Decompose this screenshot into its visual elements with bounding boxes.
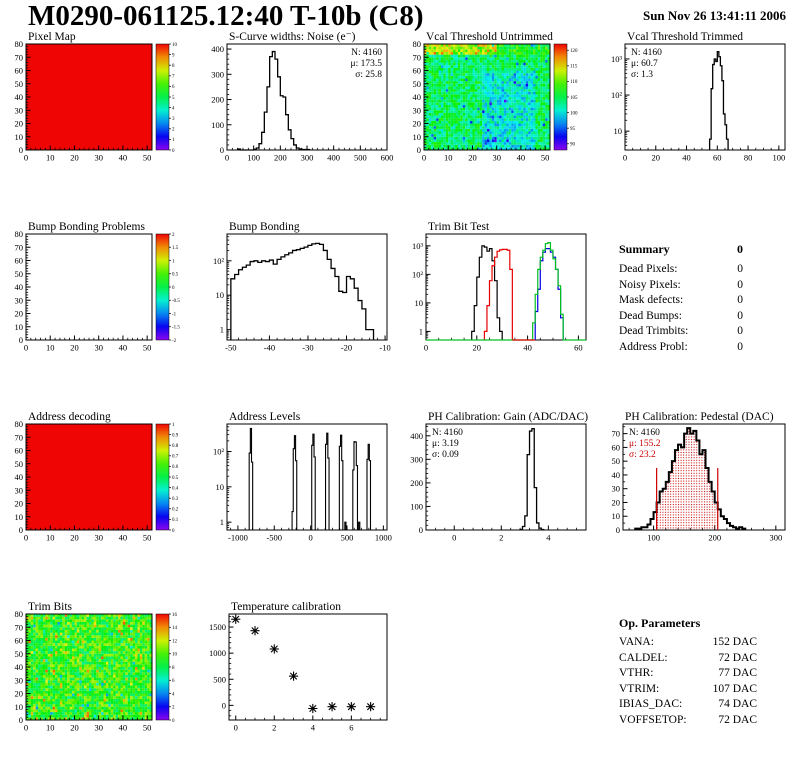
svg-text:-50: -50	[225, 342, 237, 353]
svg-text:0.5: 0.5	[172, 475, 179, 481]
svg-text:-30: -30	[302, 342, 314, 353]
svg-text:0: 0	[416, 145, 421, 155]
svg-text:30: 30	[412, 105, 421, 116]
svg-text:-1: -1	[172, 312, 177, 318]
svg-text:200: 200	[273, 152, 287, 163]
svg-text:80: 80	[743, 152, 753, 163]
summary-row-value: 0	[737, 294, 743, 306]
svg-text:40: 40	[516, 152, 526, 163]
svg-text:-2: -2	[172, 338, 177, 344]
op-param-row	[619, 635, 757, 651]
ph-pedestal-chart	[597, 410, 796, 562]
op-param-label: VTRIM:	[619, 682, 660, 695]
svg-text:1.5: 1.5	[172, 246, 179, 252]
svg-text:50: 50	[611, 456, 620, 467]
svg-text:-0.5: -0.5	[172, 299, 180, 305]
svg-text:μ: 173.5: μ: 173.5	[350, 59, 382, 69]
svg-text:10²: 10²	[610, 90, 622, 101]
svg-text:2: 2	[172, 127, 175, 133]
svg-text:30: 30	[14, 485, 23, 496]
bump-bonding-chart	[199, 220, 398, 372]
svg-text:0.4: 0.4	[172, 486, 179, 492]
svg-text:-500: -500	[266, 532, 283, 543]
svg-text:0: 0	[452, 532, 457, 543]
svg-text:N: 4160: N: 4160	[631, 48, 662, 58]
svg-text:10³: 10³	[411, 240, 423, 251]
svg-text:0.8: 0.8	[172, 444, 179, 449]
svg-text:N: 4160: N: 4160	[432, 428, 463, 438]
svg-text:30: 30	[94, 342, 103, 353]
svg-text:1: 1	[172, 138, 175, 144]
summary-row-label: Mask defects:	[619, 294, 684, 306]
temperature-calibration-chart	[199, 600, 398, 752]
svg-text:500: 500	[340, 532, 354, 543]
svg-text:Bump Bonding: Bump Bonding	[229, 221, 300, 233]
svg-text:PH Calibration: Gain (ADC/DAC): PH Calibration: Gain (ADC/DAC)	[428, 411, 589, 423]
summary-panel	[597, 220, 796, 410]
svg-text:20: 20	[70, 152, 79, 163]
svg-text:σ: 23.2: σ: 23.2	[629, 450, 656, 460]
svg-text:10: 10	[14, 511, 23, 522]
svg-text:80: 80	[14, 229, 23, 239]
svg-text:60: 60	[611, 442, 620, 453]
svg-text:70: 70	[14, 432, 23, 443]
svg-text:μ: 60.7: μ: 60.7	[631, 59, 658, 69]
svg-text:60: 60	[574, 342, 583, 353]
svg-text:μ: 155.2: μ: 155.2	[629, 439, 661, 449]
svg-text:50: 50	[142, 532, 152, 543]
svg-text:300: 300	[410, 454, 423, 465]
svg-text:10²: 10²	[212, 446, 224, 457]
vcal-untrimmed-chart	[398, 30, 597, 182]
pixel-map-chart	[0, 30, 199, 182]
svg-text:0: 0	[172, 148, 175, 154]
svg-text:70: 70	[14, 242, 23, 253]
summary-row-label: Noisy Pixels:	[619, 278, 681, 291]
svg-text:Vcal Threshold Untrimmed: Vcal Threshold Untrimmed	[426, 31, 553, 43]
svg-text:40: 40	[523, 342, 532, 353]
svg-text:400: 400	[410, 430, 423, 441]
svg-text:1: 1	[418, 326, 423, 337]
plot-bump-bonding	[199, 220, 398, 410]
svg-text:0: 0	[23, 532, 29, 543]
op-param-row	[619, 651, 757, 667]
svg-text:0: 0	[23, 342, 29, 353]
op-param-value: 107 DAC	[712, 682, 757, 695]
svg-text:-1.5: -1.5	[172, 325, 180, 331]
svg-text:20: 20	[472, 342, 482, 353]
summary-row-value: 0	[737, 325, 743, 337]
empty-cell	[398, 600, 597, 772]
svg-text:10: 10	[613, 126, 622, 137]
svg-text:300: 300	[769, 532, 783, 543]
svg-text:0: 0	[18, 145, 23, 155]
svg-text:50: 50	[14, 458, 23, 469]
svg-text:20: 20	[468, 152, 477, 163]
svg-text:100: 100	[570, 111, 578, 117]
op-parameters-title: Op. Parameters	[619, 616, 701, 630]
summary-row-label: Address Probl:	[619, 340, 688, 353]
plot-ph-pedestal	[597, 410, 796, 600]
summary-row	[619, 262, 743, 278]
plot-temperature-calibration	[199, 600, 398, 772]
svg-text:10²: 10²	[411, 269, 423, 280]
svg-text:50: 50	[142, 152, 152, 163]
svg-text:10: 10	[45, 342, 55, 353]
svg-text:9: 9	[172, 53, 175, 59]
svg-text:300: 300	[300, 152, 314, 163]
plot-scurve-noise	[199, 30, 398, 220]
svg-text:σ: 25.8: σ: 25.8	[355, 70, 382, 80]
svg-text:100: 100	[772, 152, 786, 163]
svg-text:0: 0	[615, 525, 620, 535]
op-param-row	[619, 713, 757, 729]
op-parameters-header	[619, 616, 757, 631]
svg-text:10³: 10³	[610, 53, 622, 64]
svg-text:10: 10	[443, 152, 453, 163]
plot-trim-bits	[0, 600, 199, 772]
svg-text:30: 30	[611, 483, 620, 494]
op-param-row	[619, 682, 757, 698]
svg-text:-10: -10	[379, 342, 391, 353]
plot-trim-bit-test	[398, 220, 597, 410]
summary-title: Summary	[619, 242, 670, 256]
svg-text:10: 10	[412, 131, 421, 142]
svg-text:40: 40	[611, 469, 620, 480]
svg-text:PH Calibration: Pedestal (DAC): PH Calibration: Pedestal (DAC)	[625, 411, 774, 423]
svg-text:7: 7	[172, 74, 175, 80]
svg-text:Address decoding: Address decoding	[28, 411, 111, 423]
svg-text:200: 200	[708, 532, 722, 543]
trim-bits-chart	[0, 600, 199, 752]
svg-text:Trim Bits: Trim Bits	[28, 601, 73, 613]
svg-text:40: 40	[682, 152, 691, 163]
svg-text:120: 120	[570, 49, 578, 55]
svg-text:400: 400	[327, 152, 341, 163]
svg-text:0.7: 0.7	[172, 454, 179, 460]
svg-text:40: 40	[14, 472, 23, 482]
svg-text:1: 1	[172, 259, 175, 265]
svg-text:0: 0	[172, 285, 175, 291]
svg-text:80: 80	[412, 39, 421, 49]
svg-text:100: 100	[647, 532, 660, 543]
svg-text:8: 8	[172, 64, 175, 69]
plot-address-decoding	[0, 410, 199, 600]
svg-text:100: 100	[410, 501, 423, 512]
svg-text:1: 1	[219, 324, 224, 335]
svg-text:σ: 0.09: σ: 0.09	[432, 450, 459, 460]
svg-text:10: 10	[611, 511, 620, 522]
svg-text:80: 80	[14, 39, 23, 49]
svg-text:10: 10	[215, 481, 224, 492]
svg-text:20: 20	[611, 497, 620, 508]
svg-text:70: 70	[412, 52, 421, 63]
svg-text:20: 20	[14, 308, 23, 319]
svg-text:σ: 1.3: σ: 1.3	[631, 70, 654, 80]
svg-text:100: 100	[211, 119, 224, 130]
page-title: M0290-061125.12:40 T-10b (C8)	[28, 0, 424, 32]
svg-text:20: 20	[412, 118, 421, 129]
plot-address-levels	[199, 410, 398, 600]
svg-text:Address Levels: Address Levels	[229, 411, 301, 423]
svg-text:0.6: 0.6	[172, 465, 179, 471]
svg-text:0.1: 0.1	[172, 518, 179, 524]
svg-text:115: 115	[570, 64, 578, 70]
svg-text:0.9: 0.9	[172, 433, 179, 439]
svg-text:0: 0	[308, 532, 313, 543]
svg-text:-1000: -1000	[227, 532, 248, 543]
svg-text:0: 0	[418, 525, 423, 535]
svg-text:80: 80	[14, 419, 23, 429]
svg-text:0: 0	[421, 152, 427, 163]
address-levels-chart	[199, 410, 398, 562]
svg-text:60: 60	[412, 65, 421, 76]
plot-vcal-untrimmed	[398, 30, 597, 220]
svg-text:2: 2	[499, 532, 504, 543]
summary-row-value: 0	[737, 263, 743, 275]
summary-row	[619, 340, 743, 356]
op-param-label: CALDEL:	[619, 651, 668, 664]
svg-text:40: 40	[14, 92, 23, 102]
svg-text:20: 20	[14, 498, 23, 509]
svg-text:60: 60	[14, 65, 23, 76]
summary-row-label: Dead Trimbits:	[619, 325, 689, 337]
svg-text:10: 10	[14, 131, 23, 142]
svg-text:10: 10	[14, 321, 23, 332]
ph-gain-chart	[398, 410, 597, 562]
svg-text:20: 20	[14, 118, 23, 129]
svg-text:50: 50	[14, 78, 23, 89]
svg-text:60: 60	[14, 445, 23, 456]
op-param-value: 72 DAC	[718, 713, 757, 726]
svg-text:70: 70	[14, 52, 23, 63]
svg-text:40: 40	[412, 92, 421, 102]
svg-text:200: 200	[211, 94, 224, 105]
plot-bump-bonding-problems	[0, 220, 199, 410]
svg-text:50: 50	[412, 78, 421, 89]
op-param-label: IBIAS_DAC:	[619, 698, 683, 710]
svg-text:4: 4	[546, 532, 551, 543]
vcal-trimmed-chart	[597, 30, 796, 182]
svg-text:50: 50	[540, 152, 550, 163]
svg-text:N: 4160: N: 4160	[351, 48, 382, 58]
svg-text:30: 30	[492, 152, 501, 163]
summary-row-label: Dead Bumps:	[619, 309, 682, 322]
summary-total: 0	[737, 242, 743, 256]
svg-text:10: 10	[172, 42, 177, 48]
svg-text:200: 200	[410, 477, 423, 488]
svg-text:0: 0	[423, 342, 429, 353]
svg-text:20: 20	[70, 532, 79, 543]
svg-text:5: 5	[172, 95, 175, 101]
summary-row-value: 0	[737, 309, 743, 322]
trim-bit-test-chart	[398, 220, 597, 372]
svg-text:0.2: 0.2	[172, 507, 179, 513]
svg-text:30: 30	[14, 105, 23, 116]
svg-text:0: 0	[18, 525, 23, 535]
svg-text:110: 110	[570, 80, 578, 86]
scurve-noise-chart	[199, 30, 398, 182]
summary-row	[619, 293, 743, 309]
svg-text:2: 2	[172, 232, 175, 238]
svg-text:30: 30	[94, 152, 103, 163]
svg-text:0.3: 0.3	[172, 497, 179, 502]
svg-text:105: 105	[570, 95, 578, 101]
svg-text:400: 400	[211, 44, 224, 55]
svg-text:0.5: 0.5	[172, 272, 179, 278]
op-param-value: 152 DAC	[712, 636, 757, 648]
svg-text:0: 0	[172, 528, 175, 534]
svg-text:300: 300	[211, 69, 224, 80]
svg-text:Pixel Map: Pixel Map	[28, 31, 76, 43]
op-param-row	[619, 666, 757, 682]
svg-text:Vcal Threshold Trimmed: Vcal Threshold Trimmed	[627, 31, 744, 43]
svg-text:4: 4	[172, 106, 175, 112]
svg-text:40: 40	[14, 282, 23, 292]
svg-text:50: 50	[14, 268, 23, 279]
svg-text:μ: 3.19: μ: 3.19	[432, 439, 459, 449]
svg-text:70: 70	[611, 428, 620, 439]
svg-text:1: 1	[219, 517, 224, 528]
svg-text:Bump Bonding Problems: Bump Bonding Problems	[28, 221, 145, 233]
summary-row	[619, 278, 743, 294]
op-param-label: VTHR:	[619, 667, 654, 679]
svg-text:1000: 1000	[374, 532, 392, 543]
summary-row	[619, 309, 743, 325]
op-param-value: 77 DAC	[718, 667, 757, 679]
summary-row	[619, 324, 743, 340]
plot-pixel-map	[0, 30, 199, 220]
svg-text:0: 0	[219, 145, 224, 155]
svg-text:40: 40	[118, 532, 128, 543]
op-parameters-panel	[597, 600, 796, 772]
svg-text:100: 100	[247, 152, 261, 163]
op-param-value: 74 DAC	[718, 698, 757, 710]
svg-text:40: 40	[118, 152, 128, 163]
summary-row-value: 0	[737, 278, 743, 291]
op-param-value: 72 DAC	[718, 651, 757, 664]
svg-text:S-Curve widths: Noise (e⁻): S-Curve widths: Noise (e⁻)	[229, 31, 356, 43]
svg-text:30: 30	[14, 295, 23, 306]
address-decoding-chart	[0, 410, 199, 562]
svg-text:95: 95	[570, 126, 575, 132]
svg-text:0: 0	[224, 152, 230, 163]
svg-text:600: 600	[380, 152, 394, 163]
summary-row-value: 0	[737, 340, 743, 353]
svg-text:500: 500	[353, 152, 367, 163]
plot-vcal-trimmed	[597, 30, 796, 220]
svg-text:40: 40	[118, 342, 128, 353]
svg-text:N: 4160: N: 4160	[629, 428, 660, 438]
svg-text:60: 60	[713, 152, 722, 163]
svg-text:-20: -20	[340, 342, 353, 353]
svg-text:60: 60	[14, 255, 23, 266]
svg-text:30: 30	[94, 532, 103, 543]
op-param-label: VANA:	[619, 636, 654, 648]
svg-text:0: 0	[622, 152, 628, 163]
svg-text:20: 20	[70, 342, 79, 353]
svg-text:10: 10	[45, 152, 55, 163]
svg-text:3: 3	[172, 117, 175, 122]
svg-text:10: 10	[215, 290, 224, 301]
svg-text:-40: -40	[263, 342, 276, 353]
svg-text:0: 0	[18, 335, 23, 345]
svg-text:10: 10	[45, 532, 55, 543]
svg-text:10: 10	[414, 297, 423, 308]
bump-bonding-problems-chart	[0, 220, 199, 372]
svg-text:20: 20	[651, 152, 661, 163]
summary-header	[619, 242, 743, 257]
svg-text:10²: 10²	[212, 255, 224, 266]
svg-text:Trim Bit Test: Trim Bit Test	[428, 221, 490, 233]
svg-text:1: 1	[172, 422, 175, 428]
svg-text:0: 0	[23, 152, 29, 163]
op-param-row	[619, 697, 757, 713]
op-param-label: VOFFSETOP:	[619, 713, 687, 726]
page-timestamp: Sun Nov 26 13:41:11 2006	[642, 8, 786, 23]
svg-text:90: 90	[570, 142, 575, 148]
svg-text:6: 6	[172, 85, 175, 91]
plot-ph-gain	[398, 410, 597, 600]
svg-text:50: 50	[142, 342, 152, 353]
summary-row-label: Dead Pixels:	[619, 263, 678, 275]
